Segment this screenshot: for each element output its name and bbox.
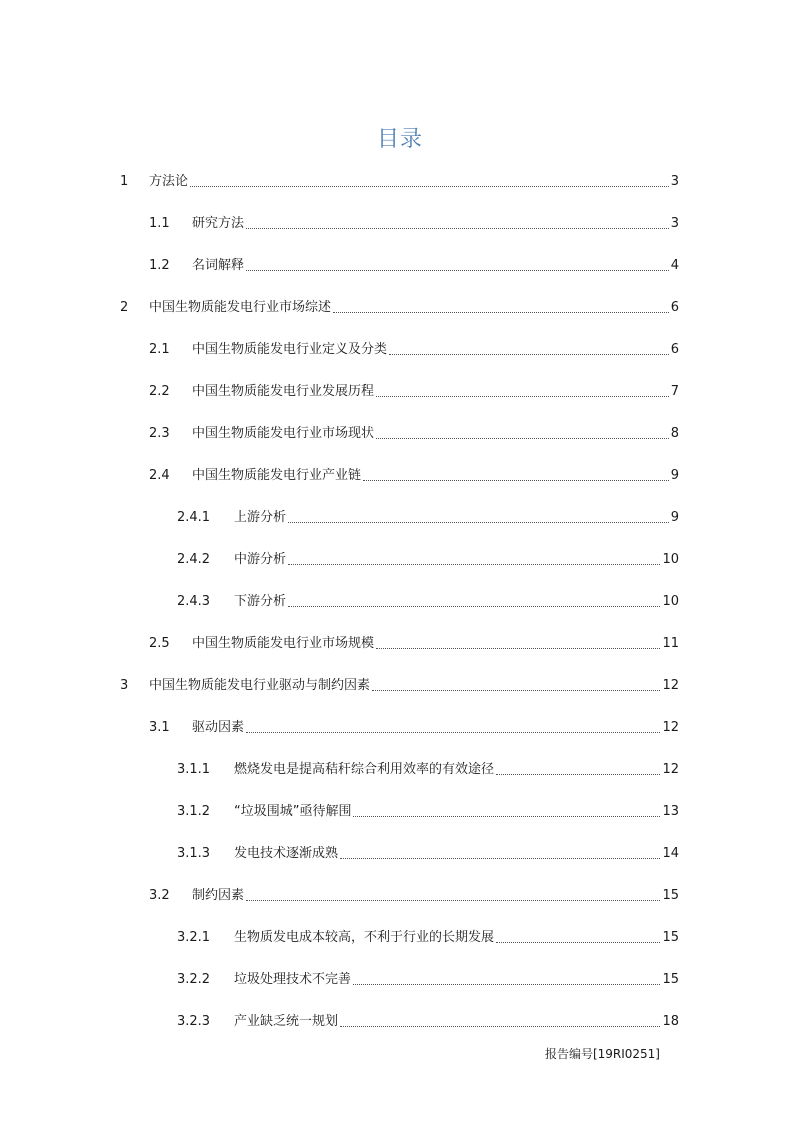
toc-dot-leader [340, 1025, 660, 1027]
toc-entry[interactable] [177, 928, 679, 948]
toc-entry-number: 1.2 [149, 258, 170, 273]
toc-entry-title: 生物质发电成本较高，不利于行业的长期发展 [234, 930, 495, 945]
toc-entry[interactable] [149, 718, 679, 738]
toc-entry-number: 2 [120, 300, 129, 315]
toc-entry-number: 3.1.2 [177, 804, 211, 819]
toc-entry-number: 2.4.3 [177, 594, 211, 609]
toc-entry-number: 1 [120, 174, 129, 189]
toc-entry[interactable] [177, 592, 679, 612]
toc-entry-number: 2.4.2 [177, 552, 211, 567]
toc-entry[interactable] [149, 256, 679, 276]
toc-entry-title: 中国生物质能发电行业定义及分类 [192, 342, 388, 357]
toc-entry-page: 15 [662, 972, 679, 987]
toc-entry-page: 13 [662, 804, 679, 819]
toc-entry-title: 燃烧发电是提高秸秆综合利用效率的有效途径 [234, 762, 495, 777]
toc-entry[interactable] [177, 760, 679, 780]
toc-entry-page: 4 [670, 258, 679, 273]
toc-entry-title: 垃圾处理技术不完善 [234, 972, 352, 987]
toc-entry-number: 2.5 [149, 636, 170, 651]
toc-entry-title: “垃圾围城”亟待解围 [234, 804, 352, 819]
toc-entry[interactable] [120, 298, 679, 318]
toc-entry-title: 发电技术逐渐成熟 [234, 846, 339, 861]
toc-entry-page: 10 [662, 552, 679, 567]
toc-dot-leader [376, 647, 660, 649]
toc-entry-number: 2.1 [149, 342, 170, 357]
toc-entry-number: 3.1.3 [177, 846, 211, 861]
toc-entry[interactable] [120, 172, 679, 192]
toc-entry[interactable] [120, 676, 679, 696]
toc-entry-title: 中国生物质能发电行业驱动与制约因素 [149, 678, 371, 693]
toc-entry[interactable] [177, 1012, 679, 1032]
toc-dot-leader [340, 857, 660, 859]
toc-entry-title: 产业缺乏统一规划 [234, 1014, 339, 1029]
toc-dot-leader [376, 437, 669, 439]
toc-dot-leader [496, 941, 660, 943]
toc-entry[interactable] [177, 550, 679, 570]
toc-dot-leader [496, 773, 660, 775]
toc-dot-leader [246, 227, 669, 229]
toc-entry-title: 中国生物质能发电行业市场规模 [192, 636, 375, 651]
toc-entry-page: 18 [662, 1014, 679, 1029]
toc-entry-title: 制约因素 [192, 888, 245, 903]
toc-entry[interactable] [149, 424, 679, 444]
toc-entry-page: 3 [670, 174, 679, 189]
toc-entry[interactable] [149, 466, 679, 486]
toc-entry-number: 3.2.3 [177, 1014, 211, 1029]
toc-dot-leader [389, 353, 669, 355]
toc-entry-number: 3.2.1 [177, 930, 211, 945]
toc-entry-title: 驱动因素 [192, 720, 245, 735]
toc-dot-leader [288, 563, 660, 565]
toc-entry[interactable] [177, 802, 679, 822]
toc-entry-number: 2.4 [149, 468, 170, 483]
toc-entry-title: 下游分析 [234, 594, 287, 609]
toc-entry-page: 12 [662, 678, 679, 693]
toc-entry-page: 6 [670, 300, 679, 315]
toc-dot-leader [288, 605, 660, 607]
toc-dot-leader [376, 395, 669, 397]
toc-dot-leader [246, 899, 660, 901]
toc-entry-title: 中游分析 [234, 552, 287, 567]
toc-entry-number: 3.1 [149, 720, 170, 735]
toc-entry[interactable] [149, 634, 679, 654]
toc-entry-number: 1.1 [149, 216, 170, 231]
toc-entry[interactable] [177, 844, 679, 864]
toc-entry-title: 研究方法 [192, 216, 245, 231]
toc-entry-page: 15 [662, 888, 679, 903]
toc-entry-number: 2.3 [149, 426, 170, 441]
toc-entry[interactable] [149, 382, 679, 402]
toc-entry-title: 名词解释 [192, 258, 245, 273]
toc-entry-title: 中国生物质能发电行业发展历程 [192, 384, 375, 399]
toc-entry-title: 方法论 [149, 174, 189, 189]
toc-entry-page: 6 [670, 342, 679, 357]
toc-dot-leader [246, 269, 669, 271]
report-number: 报告编号[19RI0251] [544, 1047, 660, 1061]
toc-dot-leader [288, 521, 669, 523]
toc-dot-leader [246, 731, 660, 733]
toc-entry-number: 3.2.2 [177, 972, 211, 987]
toc-entry-number: 3.2 [149, 888, 170, 903]
toc-entry-page: 9 [670, 468, 679, 483]
toc-entry-page: 11 [662, 636, 679, 651]
toc-entry-page: 14 [662, 846, 679, 861]
toc-entry-page: 15 [662, 930, 679, 945]
toc-entry-title: 中国生物质能发电行业市场现状 [192, 426, 375, 441]
toc-entry-title: 中国生物质能发电行业产业链 [192, 468, 362, 483]
toc-entry-page: 12 [662, 762, 679, 777]
toc-dot-leader [190, 185, 669, 187]
toc-entry-number: 2.4.1 [177, 510, 211, 525]
toc-entry-page: 3 [670, 216, 679, 231]
toc-entry-number: 3.1.1 [177, 762, 211, 777]
toc-entry[interactable] [149, 886, 679, 906]
toc-entry[interactable] [149, 214, 679, 234]
toc-entry[interactable] [149, 340, 679, 360]
toc-entry-page: 10 [662, 594, 679, 609]
toc-entry-number: 2.2 [149, 384, 170, 399]
toc-entry-page: 8 [670, 426, 679, 441]
toc-dot-leader [363, 479, 669, 481]
toc-dot-leader [353, 983, 660, 985]
toc-dot-leader [353, 815, 660, 817]
toc-entry-page: 9 [670, 510, 679, 525]
toc-entry-number: 3 [120, 678, 129, 693]
toc-entry[interactable] [177, 508, 679, 528]
toc-entry-page: 12 [662, 720, 679, 735]
toc-dot-leader [333, 311, 669, 313]
toc-title: 目录 [376, 127, 423, 152]
toc-entry-title: 上游分析 [234, 510, 287, 525]
toc-entry[interactable] [177, 970, 679, 990]
toc-entry-page: 7 [670, 384, 679, 399]
toc-dot-leader [372, 689, 660, 691]
toc-entry-title: 中国生物质能发电行业市场综述 [149, 300, 332, 315]
